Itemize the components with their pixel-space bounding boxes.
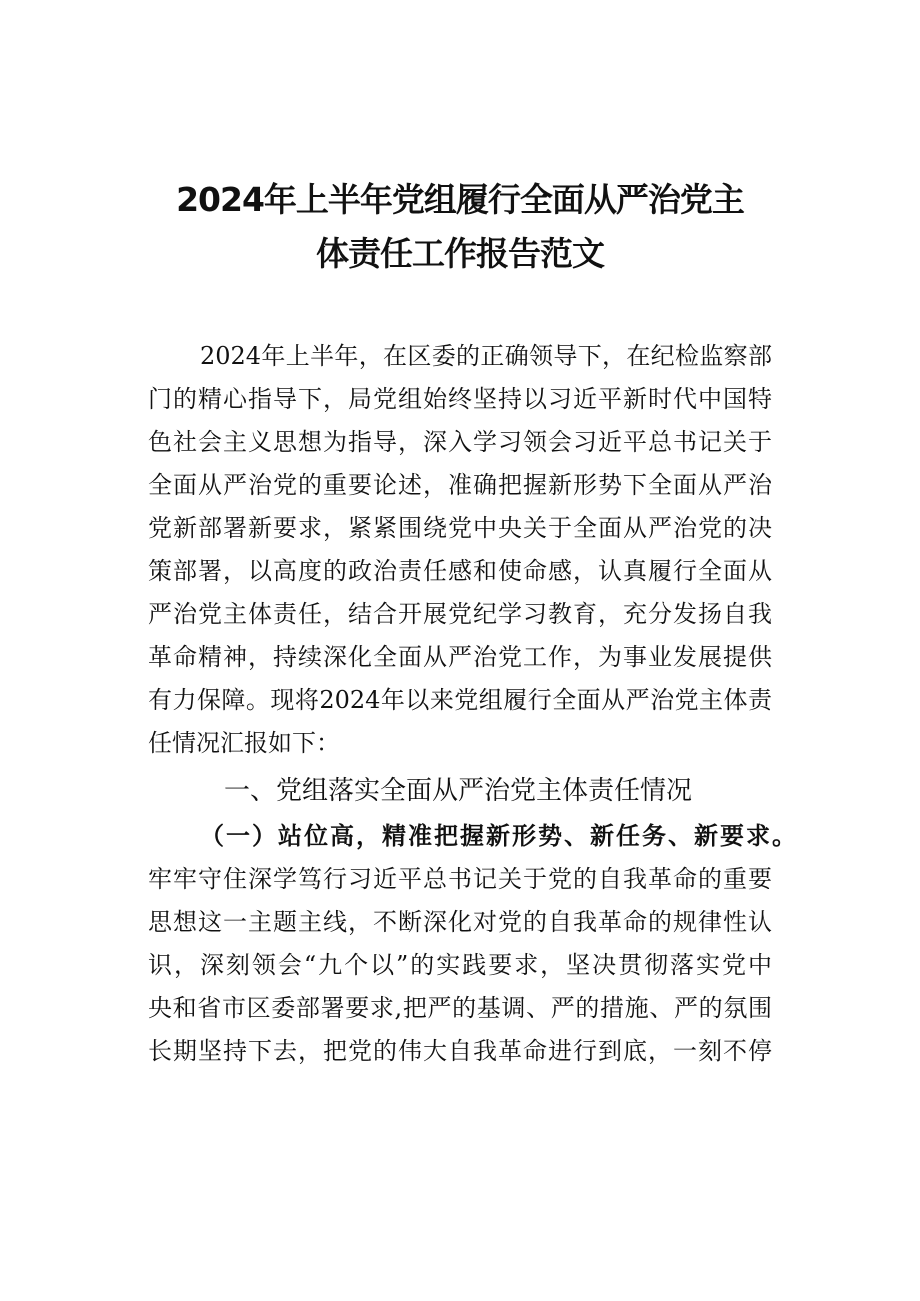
- intro-paragraph-line: 全面从严治党的重要论述，准确把握新形势下全面从严治: [148, 471, 772, 499]
- intro-paragraph-line: 色社会主义思想为指导，深入学习领会习近平总书记关于: [148, 428, 772, 456]
- subsection-paragraph-line: 央和省市区委部署要求,把严的基调、严的措施、严的氛围: [148, 994, 772, 1022]
- intro-paragraph-line: 2024年上半年，在区委的正确领导下，在纪检监察部: [200, 342, 772, 370]
- intro-paragraph-line: 革命精神，持续深化全面从严治党工作，为事业发展提供: [148, 643, 772, 671]
- document-title-line-1: 2024年上半年党组履行全面从严治党主: [176, 180, 744, 219]
- subsection-heading-1: （一）站位高，精准把握新形势、新任务、新要求。: [200, 821, 796, 850]
- intro-paragraph-line: 策部署，以高度的政治责任感和使命感，认真履行全面从: [148, 557, 772, 585]
- document-title-line-2: 体责任工作报告范文: [316, 234, 604, 273]
- intro-paragraph-line: 有力保障。现将2024年以来党组履行全面从严治党主体责: [148, 686, 772, 714]
- intro-paragraph-line: 严治党主体责任，结合开展党纪学习教育，充分发扬自我: [148, 600, 772, 628]
- subsection-paragraph-line: 牢牢守住深学笃行习近平总书记关于党的自我革命的重要: [148, 865, 772, 893]
- intro-paragraph-line: 党新部署新要求，紧紧围绕党中央关于全面从严治党的决: [148, 514, 772, 542]
- section-heading-1: 一、党组落实全面从严治党主体责任情况: [224, 776, 693, 806]
- intro-paragraph-line: 门的精心指导下，局党组始终坚持以习近平新时代中国特: [148, 385, 772, 413]
- subsection-paragraph-line: 长期坚持下去，把党的伟大自我革命进行到底，一刻不停: [148, 1037, 772, 1065]
- subsection-paragraph-line: 识，深刻领会“九个以”的实践要求，坚决贯彻落实党中: [148, 951, 772, 979]
- subsection-paragraph-line: 思想这一主题主线，不断深化对党的自我革命的规律性认: [148, 908, 772, 936]
- intro-paragraph-line: 任情况汇报如下：: [148, 729, 340, 757]
